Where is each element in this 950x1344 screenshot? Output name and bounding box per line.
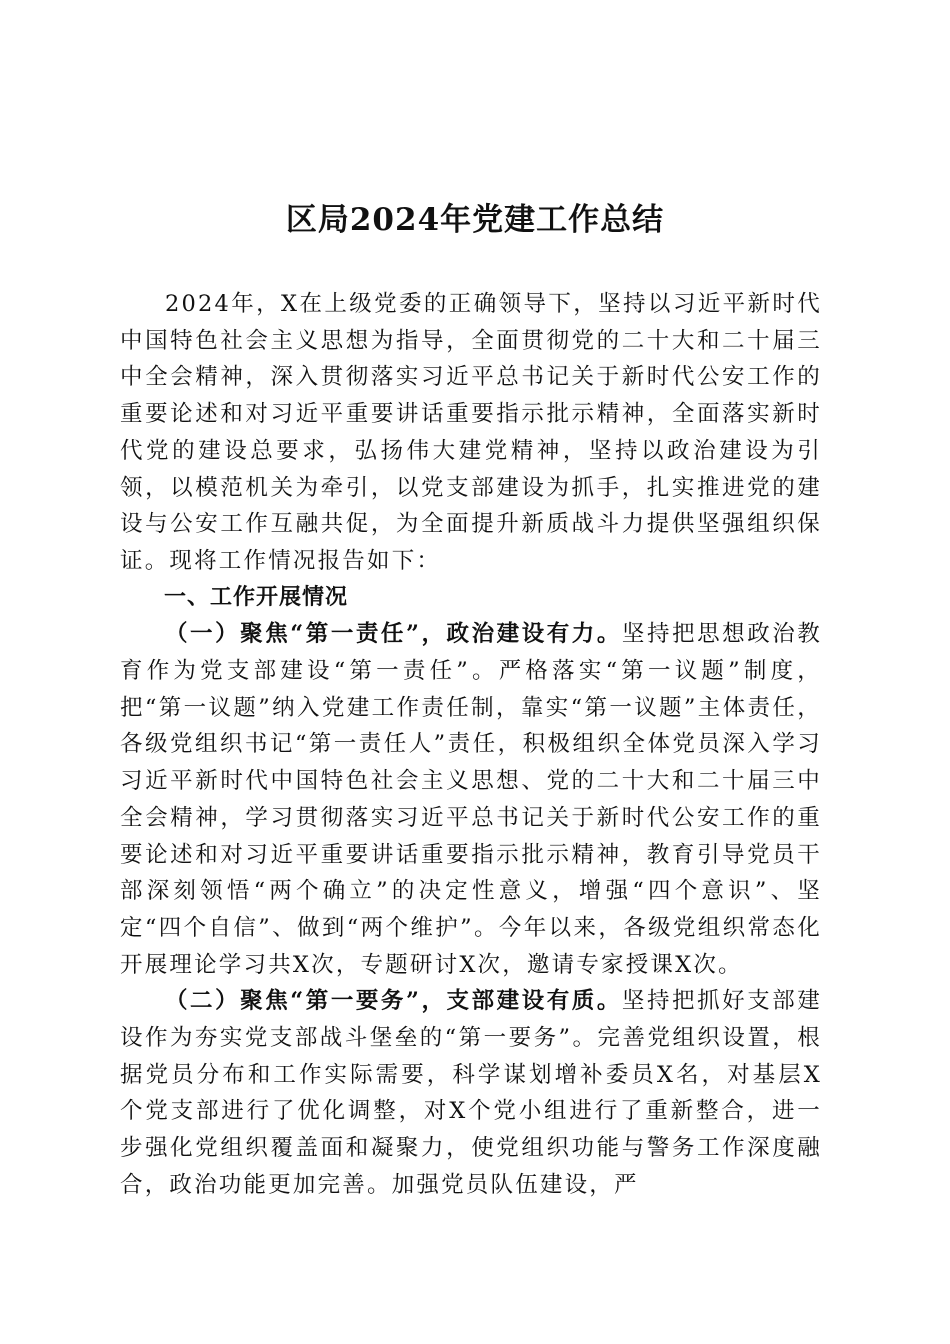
intro-paragraph: 2024年，X在上级党委的正确领导下，坚持以习近平新时代中国特色社会主义思想为指导，全面贯彻党的二十大和二十届三中全会精神，深入贯彻落实习近平总书记关于新时代公安工作的重要论述和对习近平重要讲话重要指示批示精神，全面落实新时代党的建设总要求，弘扬伟大建党精神，坚持以政治建设为引领，以模范机关为牵引，以党支部建设为抓手，扎实推进党的建设与公安工作互融共促，为全面提升新质战斗力提供坚强组织保证。现将工作情况报告如下： [120, 291, 822, 574]
document-body [120, 286, 822, 1204]
subsection-branch-building [120, 983, 822, 1203]
document-title: 区局2024年党建工作总结 [285, 202, 665, 238]
subsection-text: 坚持把思想政治教育作为党支部建设“第一责任”。严格落实“第一议题”制度，把“第一议题”纳入党建工作责任制，靠实“第一议题”主体责任，各级党组织书记“第一责任人”责任，积极组织全体党员深入学习习近平新时代中国特色社会主义思想、党的二十大和二十届三中全会精神，学习贯彻落实习近平总书记关于新时代公安工作的重要论述和对习近平重要讲话重要指示批示精神，教育引导党员干部深刻领悟“两个确立”的决定性意义，增强“四个意识”、坚定“四个自信”、做到“两个维护”。今年以来，各级党组织常态化开展理论学习共X次，专题研讨X次，邀请专家授课X次。 [120, 621, 823, 978]
subsection-text: 坚持把抓好支部建设作为夯实党支部战斗堡垒的“第一要务”。完善党组织设置，根据党员分布和工作实际需要，科学谋划增补委员X名，对基层X个党支部进行了优化调整，对X个党小组进行了重新整合，进一步强化党组织覆盖面和凝聚力，使党组织功能与警务工作深度融合，政治功能更加完善。加强党员队伍建设，严 [120, 988, 823, 1198]
subsection-lead: （二）聚焦“第一要务”，支部建设有质。 [165, 988, 622, 1015]
subsection-political-building [120, 616, 822, 983]
subsection-lead: （一）聚焦“第一责任”，政治建设有力。 [165, 621, 622, 648]
section-heading-work-progress: 一、工作开展情况 [164, 584, 349, 610]
